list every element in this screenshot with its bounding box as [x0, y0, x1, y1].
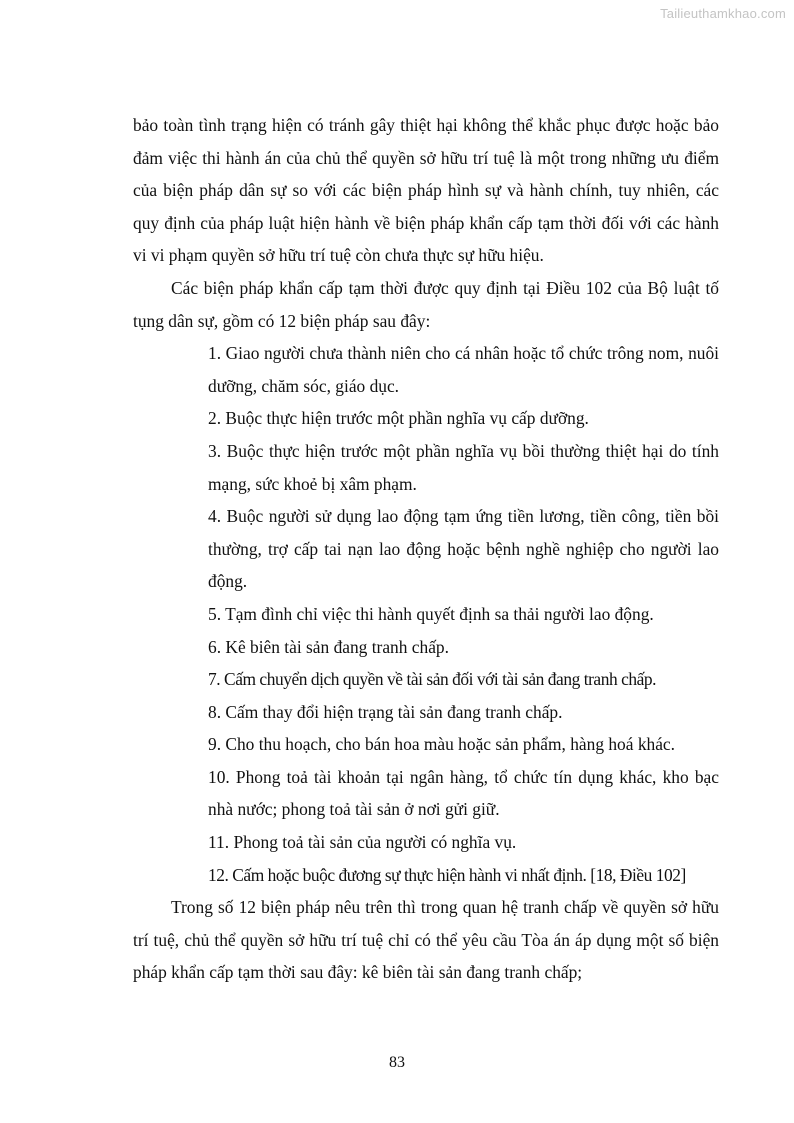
- list-item: 5. Tạm đình chỉ việc thi hành quyết định sa thải người lao động.: [208, 603, 654, 624]
- page-body: [133, 109, 719, 989]
- list-item: 6. Kê biên tài sản đang tranh chấp.: [208, 636, 449, 657]
- list-item: 11. Phong toả tài sản của người có nghĩa vụ.: [208, 832, 517, 853]
- list-item: 12. Cấm hoặc buộc đương sự thực hiện hành vi nhất định. [18, Điều 102]: [208, 864, 686, 885]
- list-item: 9. Cho thu hoạch, cho bán hoa màu hoặc sản phẩm, hàng hoá khác.: [208, 734, 675, 755]
- paragraph-lead: Các biện pháp khẩn cấp tạm thời được quy định tại Điều 102 của Bộ luật tố tụng dân sự, gồm có 12 biện pháp sau đây:: [133, 277, 719, 331]
- list-item: 8. Cấm thay đổi hiện trạng tài sản đang tranh chấp.: [208, 701, 563, 722]
- list-item: 4. Buộc người sử dụng lao động tạm ứng tiền lương, tiền công, tiền bồi thường, trợ cấp tai nạn lao động hoặc bệnh nghề nghiệp cho người lao động.: [208, 506, 719, 592]
- list-item: 2. Buộc thực hiện trước một phần nghĩa vụ cấp dưỡng.: [208, 408, 589, 429]
- paragraph-closing: Trong số 12 biện pháp nêu trên thì trong quan hệ tranh chấp về quyền sở hữu trí tuệ, chủ thể quyền sở hữu trí tuệ chỉ có thể yêu cầu Tòa án áp dụng một số biện pháp khẩn cấp tạm thời sau đây: kê biên tài sản đang tranh chấp;: [133, 897, 719, 983]
- measures-list: [133, 337, 719, 891]
- watermark: Tailieuthamkhao.com: [660, 6, 786, 21]
- list-item: 7. Cấm chuyển dịch quyền về tài sản đối với tài sản đang tranh chấp.: [208, 669, 657, 690]
- paragraph-intro: bảo toàn tình trạng hiện có tránh gây thiệt hại không thể khắc phục được hoặc bảo đảm việc thi hành án của chủ thể quyền sở hữu trí tuệ là một trong những ưu điểm của biện pháp dân sự so với các biện pháp hình sự và hành chính, tuy nhiên, các quy định của pháp luật hiện hành về biện pháp khẩn cấp tạm thời đối với các hành vi vi phạm quyền sở hữu trí tuệ còn chưa thực sự hữu hiệu.: [133, 115, 719, 266]
- page-number: 83: [389, 1054, 405, 1071]
- list-item: 3. Buộc thực hiện trước một phần nghĩa vụ bồi thường thiệt hại do tính mạng, sức khoẻ bị xâm phạm.: [208, 440, 719, 494]
- list-item: 10. Phong toả tài khoản tại ngân hàng, tổ chức tín dụng khác, kho bạc nhà nước; phong toả tài sản ở nơi gửi giữ.: [208, 766, 719, 820]
- list-item: 1. Giao người chưa thành niên cho cá nhân hoặc tổ chức trông nom, nuôi dưỡng, chăm sóc, giáo dục.: [208, 343, 719, 396]
